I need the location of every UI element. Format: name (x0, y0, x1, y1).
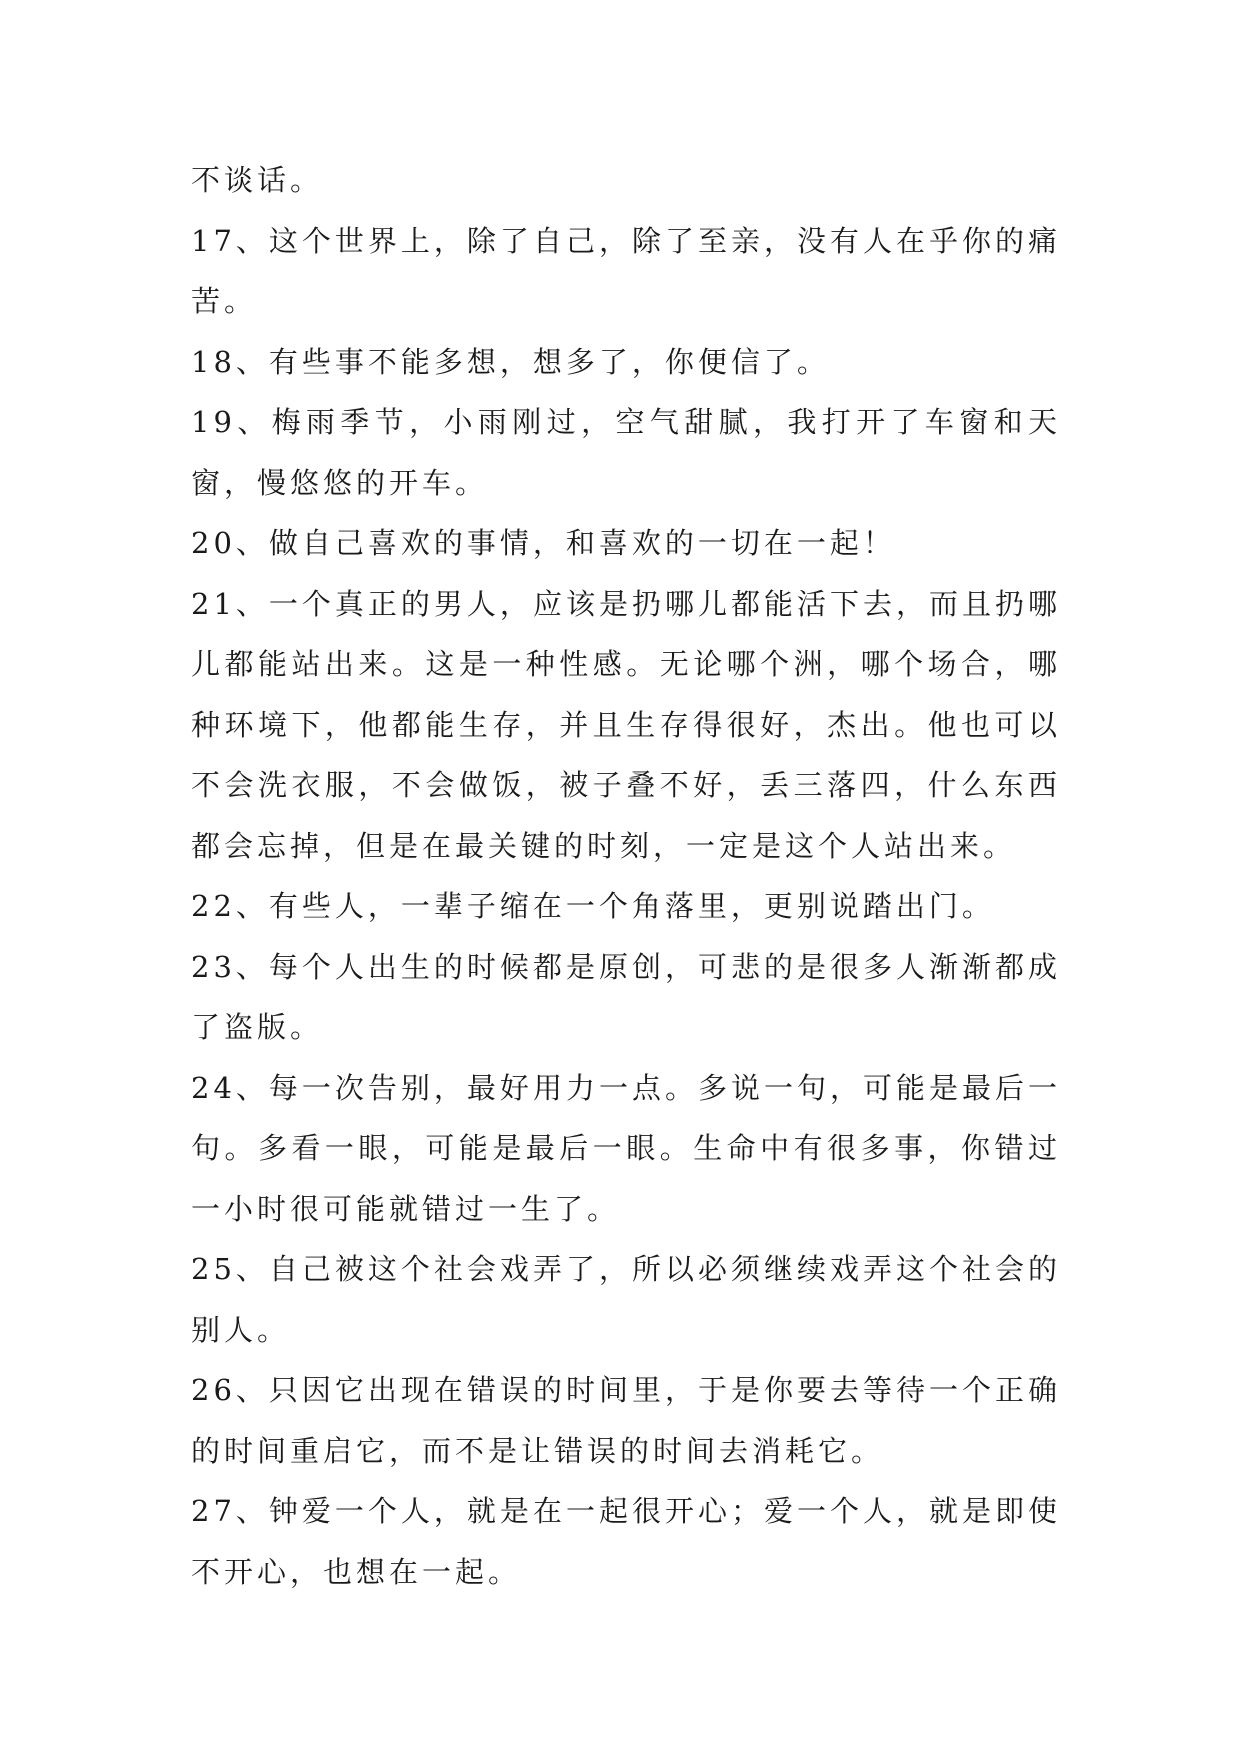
paragraph-20: 20、做自己喜欢的事情，和喜欢的一切在一起！ (191, 526, 896, 560)
paragraph-24: 24、每一次告别，最好用力一点。多说一句，可能是最后一句。多看一眼，可能是最后一眼。生命中有很多事，你错过一小时很可能就错过一生了。 (191, 1070, 1061, 1226)
paragraph-19: 19、梅雨季节，小雨刚过，空气甜腻，我打开了车窗和天窗，慢悠悠的开车。 (191, 405, 1061, 500)
paragraph-continuation: 不谈话。 (191, 163, 324, 197)
paragraph-23: 23、每个人出生的时候都是原创，可悲的是很多人渐渐都成了盗版。 (191, 949, 1061, 1044)
paragraph-21: 21、一个真正的男人，应该是扔哪儿都能活下去，而且扔哪儿都能站出来。这是一种性感。无论哪个洲，哪个场合，哪种环境下，他都能生存，并且生存得很好，杰出。他也可以不会洗衣服，不会做饭，被子叠不好，丢三落四，什么东西都会忘掉，但是在最关键的时刻，一定是这个人站出来。 (191, 586, 1061, 863)
paragraph-18: 18、有些事不能多想，想多了，你便信了。 (191, 344, 830, 379)
document-page (191, 150, 1061, 1602)
paragraph-22: 22、有些人，一辈子缩在一个角落里，更别说踏出门。 (191, 889, 995, 923)
paragraph-26: 26、只因它出现在错误的时间里，于是你要去等待一个正确的时间重启它，而不是让错误的时间去消耗它。 (191, 1373, 1061, 1468)
paragraph-27: 27、钟爱一个人，就是在一起很开心；爱一个人，就是即使不开心，也想在一起。 (191, 1494, 1061, 1589)
paragraph-17: 17、这个世界上，除了自己，除了至亲，没有人在乎你的痛苦。 (191, 223, 1061, 318)
paragraph-25: 25、自己被这个社会戏弄了，所以必须继续戏弄这个社会的别人。 (191, 1252, 1061, 1347)
